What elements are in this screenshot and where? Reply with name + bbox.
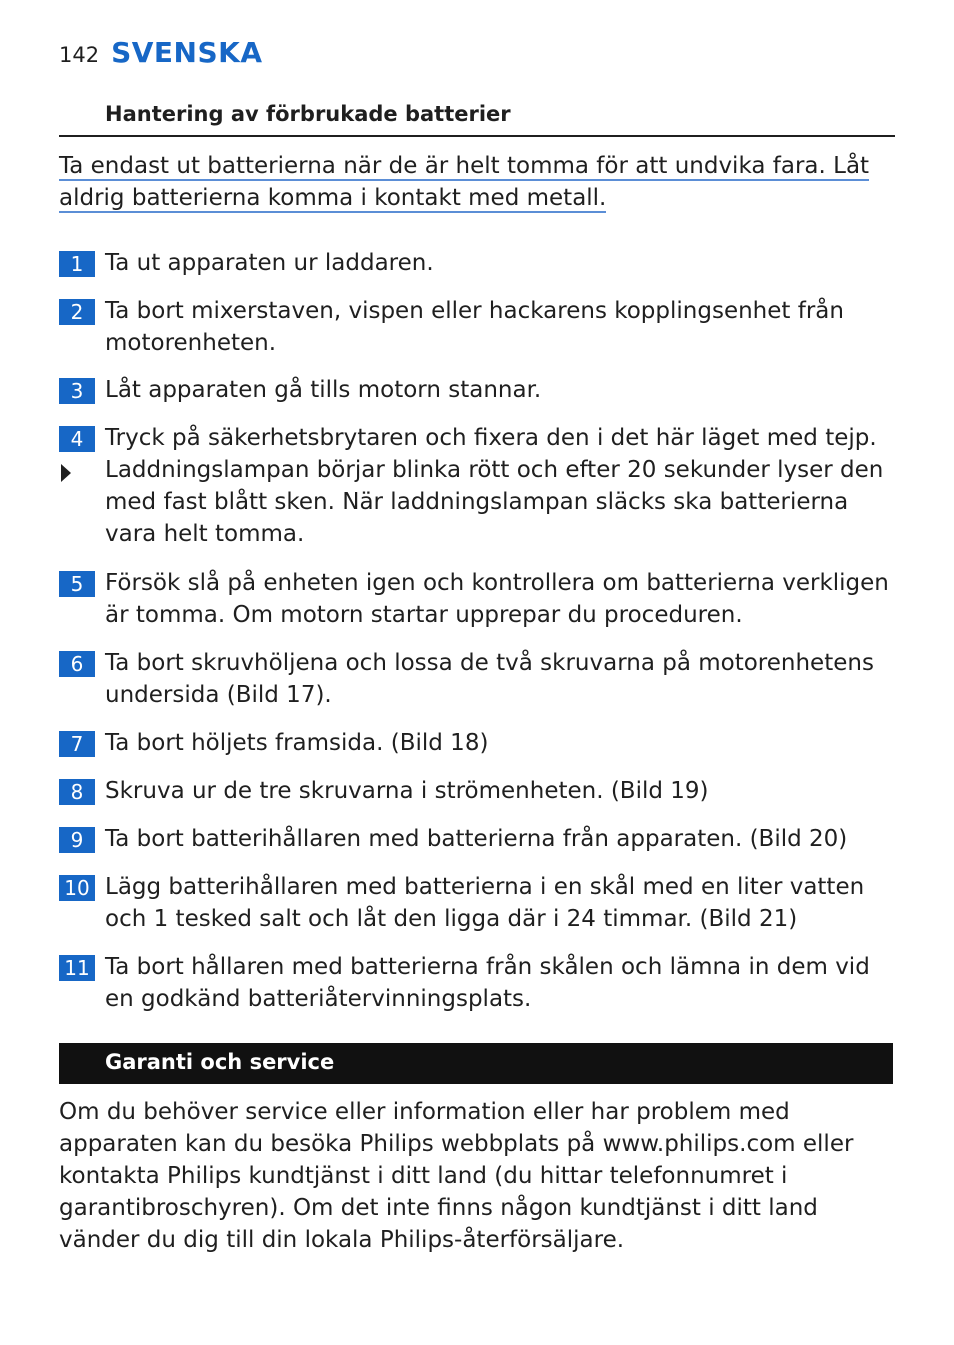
warranty-heading: Garanti och service: [105, 1050, 335, 1074]
step-number-badge: 6: [59, 651, 95, 677]
warranty-text-before: Om du behöver service eller information eller har problem med apparaten kan du besöka Philips webbplats på: [59, 1099, 790, 1157]
step-8: [59, 775, 899, 823]
step-number-badge: 9: [59, 827, 95, 853]
step-4: [59, 422, 899, 454]
step-4-result: [59, 454, 899, 567]
warranty-text: [59, 1096, 895, 1256]
warranty-heading-bar: [59, 1043, 893, 1084]
language-heading: SVENSKA: [111, 36, 263, 69]
step-number-badge: 5: [59, 571, 95, 597]
step-number-badge: 10: [59, 875, 95, 901]
step-text: Tryck på säkerhetsbrytaren och fixera den i det här läget med tejp.: [105, 425, 877, 451]
step-text: Ta ut apparaten ur laddaren.: [105, 250, 434, 276]
step-11: [59, 951, 899, 1015]
warning-text-block: [59, 150, 895, 214]
disposal-heading: Hantering av förbrukade batterier: [105, 102, 511, 126]
steps-list: [59, 247, 899, 1015]
step-text: Ta bort skruvhöljena och lossa de två skruvarna på motorenhetens undersida (Bild 17).: [105, 650, 874, 708]
warranty-text-after: eller kontakta Philips kundtjänst i ditt land (du hittar telefonnumret i garantibroschyren). Om det inte finns någon kundtjänst i ditt land vänder du dig till din lokala Philips-återförsäljare.: [59, 1131, 854, 1253]
step-5: [59, 567, 899, 647]
disposal-heading-row: [59, 100, 895, 137]
page-header: [59, 36, 263, 72]
step-text: Ta bort mixerstaven, vispen eller hackarens kopplingsenhet från motorenheten.: [105, 298, 844, 356]
page-number: 142: [59, 43, 100, 67]
step-text: Försök slå på enheten igen och kontrollera om batterierna verkligen är tomma. Om motorn startar upprepar du proceduren.: [105, 570, 889, 628]
step-text: Låt apparaten gå tills motorn stannar.: [105, 377, 542, 403]
step-1: [59, 247, 899, 295]
step-6: [59, 647, 899, 727]
step-number-badge: 11: [59, 955, 95, 981]
step-2: [59, 295, 899, 374]
bullet-arrow-icon: [61, 464, 71, 482]
step-text: Ta bort hållaren med batterierna från skålen och lämna in dem vid en godkänd batteriåtervinningsplats.: [105, 954, 870, 1012]
step-3: [59, 374, 899, 422]
step-text: Skruva ur de tre skruvarna i strömenheten. (Bild 19): [105, 778, 709, 804]
step-number-badge: 1: [59, 251, 95, 277]
step-number-badge: 2: [59, 299, 95, 325]
step-number-badge: 3: [59, 378, 95, 404]
step-text: Ta bort höljets framsida. (Bild 18): [105, 730, 489, 756]
step-number-badge: 4: [59, 426, 95, 452]
step-7: [59, 727, 899, 775]
step-text: Lägg batterihållaren med batterierna i en skål med en liter vatten och 1 tesked salt och låt den ligga där i 24 timmar. (Bild 21): [105, 874, 865, 932]
step-text: Ta bort batterihållaren med batterierna från apparaten. (Bild 20): [105, 826, 848, 852]
step-10: [59, 871, 899, 951]
philips-website-link[interactable]: www.philips.com: [602, 1131, 796, 1157]
step-number-badge: 7: [59, 731, 95, 757]
step-9: [59, 823, 899, 871]
result-text: Laddningslampan börjar blinka rött och efter 20 sekunder lyser den med fast blått sken. När laddningslampan släcks ska batterierna vara helt tomma.: [105, 457, 884, 547]
warning-text: Ta endast ut batterierna när de är helt tomma för att undvika fara. Låt aldrig batterierna komma i kontakt med metall.: [59, 153, 870, 211]
step-number-badge: 8: [59, 779, 95, 805]
